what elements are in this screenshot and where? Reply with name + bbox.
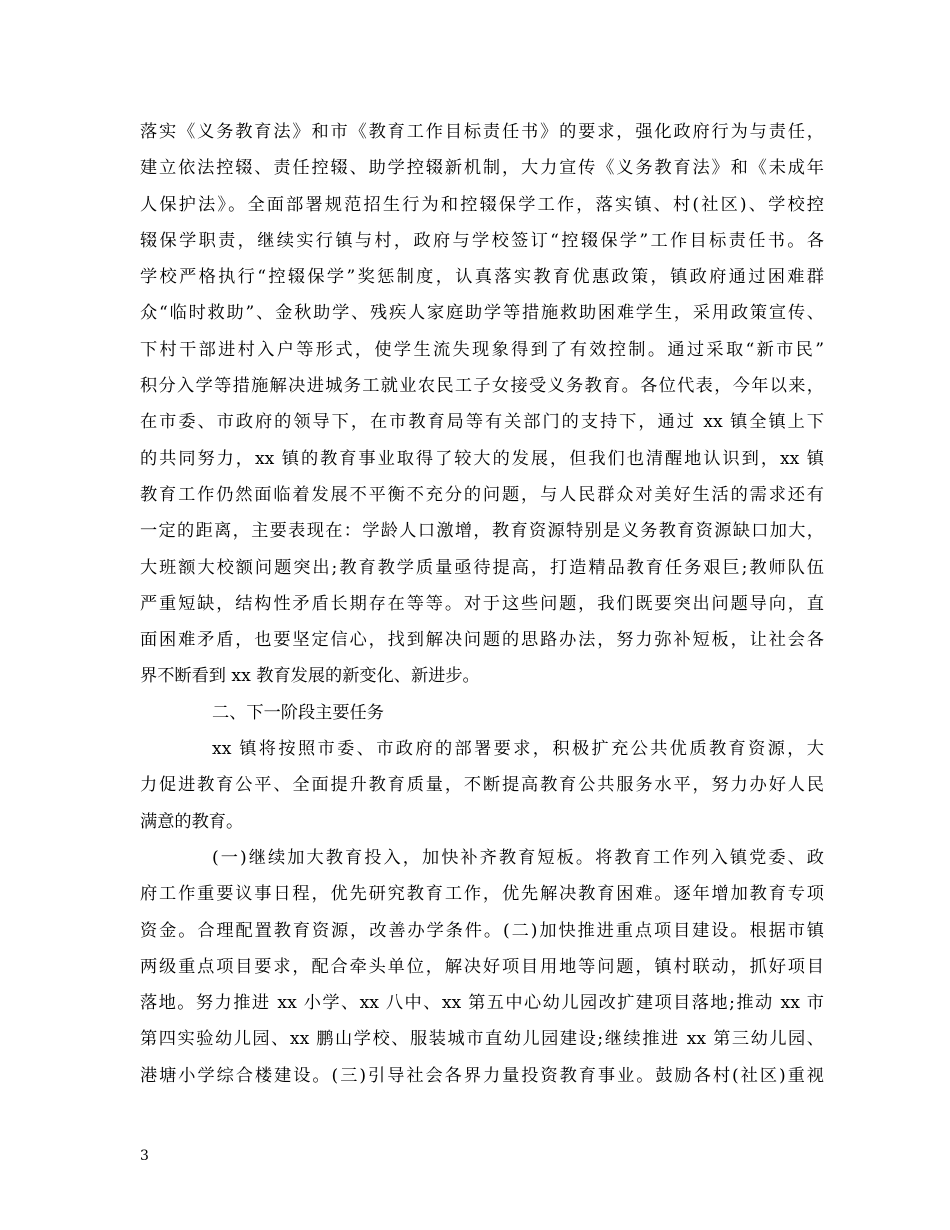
text-line: 二、下一阶段主要任务	[212, 702, 384, 723]
text-line: 落地。努力推进 xx 小学、xx 八中、xx 第五中心幼儿园改扩建项目落地;推动 xx 市	[140, 993, 824, 1014]
text-line: 落实《义务教育法》和市《教育工作目标责任书》的要求，强化政府行为与责任，	[140, 122, 824, 142]
text-line: 严重短缺，结构性矛盾长期存在等等。对于这些问题，我们既要突出问题导向，直	[140, 593, 824, 614]
text-line: 众“临时救助”、金秋助学、残疾人家庭助学等措施救助困难学生，采用政策宣传、	[140, 303, 824, 324]
text-line: 府工作重要议事日程，优先研究教育工作，优先解决教育困难。逐年增加教育专项	[140, 884, 824, 905]
page-number: 3	[140, 1148, 149, 1164]
text-line: 辍保学职责，继续实行镇与村，政府与学校签订“控辍保学”工作目标责任书。各	[140, 230, 824, 251]
text-line: 面困难矛盾，也要坚定信心，找到解决问题的思路办法，努力弥补短板，让社会各	[140, 630, 824, 651]
text-line: 大班额大校额问题突出;教育教学质量亟待提高，打造精品教育任务艰巨;教师队伍	[140, 557, 824, 578]
text-line: 第四实验幼儿园、xx 鹏山学校、服装城市直幼儿园建设;继续推进 xx 第三幼儿园、	[140, 1029, 824, 1050]
text-line: 满意的教育。	[140, 811, 244, 832]
text-line: 积分入学等措施解决进城务工就业农民工子女接受义务教育。各位代表，今年以来，	[140, 376, 824, 397]
text-line: 界不断看到 xx 教育发展的新变化、新进步。	[140, 666, 480, 687]
text-line: 的共同努力，xx 镇的教育事业取得了较大的发展，但我们也清醒地认识到，xx 镇	[140, 448, 824, 469]
text-line: (一)继续加大教育投入，加快补齐教育短板。将教育工作列入镇党委、政	[212, 847, 824, 868]
text-line: 两级重点项目要求，配合牵头单位，解决好项目用地等问题，镇村联动，抓好项目	[140, 956, 824, 977]
text-line: 一定的距离，主要表现在：学龄人口激增，教育资源特别是义务教育资源缺口加大，	[140, 521, 824, 542]
text-line: 港塘小学综合楼建设。(三)引导社会各界力量投资教育事业。鼓励各村(社区)重视	[140, 1065, 824, 1086]
text-line: 资金。合理配置教育资源，改善办学条件。(二)加快推进重点项目建设。根据市镇	[140, 920, 824, 941]
text-line: 在市委、市政府的领导下，在市教育局等有关部门的支持下，通过 xx 镇全镇上下	[140, 412, 824, 433]
text-line: xx 镇将按照市委、市政府的部署要求，积极扩充公共优质教育资源，大	[212, 739, 824, 760]
text-line: 力促进教育公平、全面提升教育质量，不断提高教育公共服务水平，努力办好人民	[140, 775, 824, 796]
text-line: 建立依法控辍、责任控辍、助学控辍新机制，大力宣传《义务教育法》和《未成年	[140, 158, 824, 179]
text-line: 人保护法》。全面部署规范招生行为和控辍保学工作，落实镇、村(社区)、学校控	[140, 194, 824, 215]
text-line: 下村干部进村入户等形式，使学生流失现象得到了有效控制。通过采取“新市民”	[140, 339, 824, 360]
text-line: 学校严格执行“控辍保学”奖惩制度，认真落实教育优惠政策，镇政府通过困难群	[140, 267, 824, 288]
text-line: 教育工作仍然面临着发展不平衡不充分的问题，与人民群众对美好生活的需求还有	[140, 484, 824, 505]
body-text	[140, 114, 824, 1094]
